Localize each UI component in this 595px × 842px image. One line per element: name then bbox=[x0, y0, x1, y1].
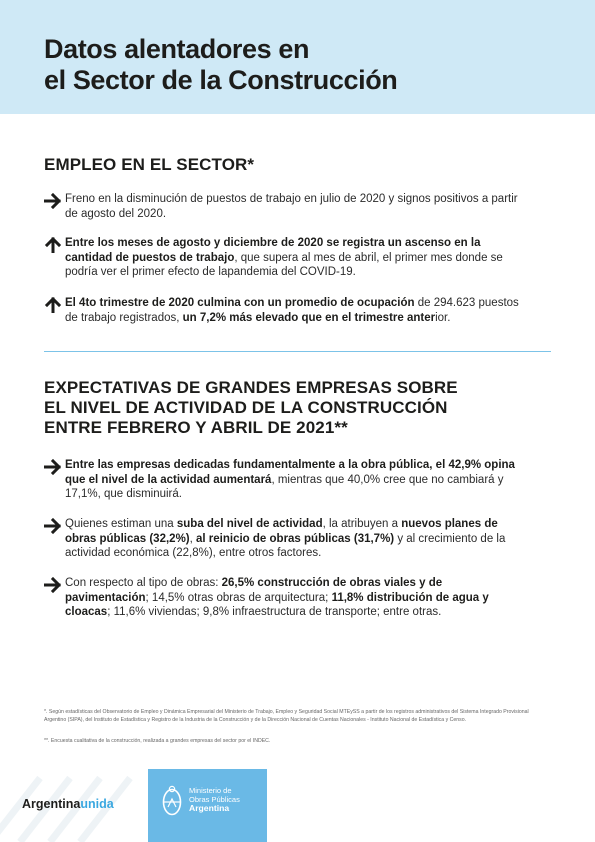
section-divider bbox=[44, 351, 551, 352]
employment-item-1 bbox=[44, 192, 524, 221]
page-title-line-2: el Sector de la Construcción bbox=[44, 65, 398, 95]
ministry-logo-text bbox=[189, 787, 240, 813]
coat-of-arms-icon bbox=[161, 785, 183, 819]
ministry-logo bbox=[148, 769, 267, 842]
arrow-right-icon bbox=[44, 518, 62, 534]
expectations-item-1-text: Entre las empresas dedicadas fundamentalmente a la obra pública, el 42,9% opina que el nivel de la actividad aumentará, mientras que 40,0% cree que no cambiará y 17,1%, que disminuirá. bbox=[65, 459, 515, 500]
page-title bbox=[44, 34, 397, 96]
expectations-item-2 bbox=[44, 517, 524, 561]
ministry-logo-line-3: Argentina bbox=[189, 803, 230, 814]
expectations-item-1 bbox=[44, 458, 524, 502]
argentina-unida-logo-word-1: Argentina bbox=[22, 797, 81, 811]
expectations-item-2-text: Quienes estiman una suba del nivel de actividad, la atribuyen a nuevos planes de obras públicas (32,2%), al reinicio de obras públicas (31,7%) y al crecimiento de la actividad económica (22,8%), entre otros factores. bbox=[65, 518, 506, 559]
section-employment-title: EMPLEO EN EL SECTOR* bbox=[44, 155, 255, 174]
section-expectations-title bbox=[44, 378, 458, 438]
section-expectations-title-line-1: EXPECTATIVAS DE GRANDES EMPRESAS SOBRE bbox=[44, 378, 458, 397]
ministry-logo-line-2: Obras Públicas bbox=[189, 794, 240, 804]
argentina-unida-logo bbox=[22, 797, 114, 811]
arrow-right-icon bbox=[44, 577, 62, 593]
arrow-up-icon bbox=[44, 297, 62, 313]
ministry-logo-line-1: Ministerio de bbox=[189, 786, 232, 795]
employment-item-3 bbox=[44, 296, 524, 325]
arrow-right-icon bbox=[44, 193, 62, 209]
employment-item-2 bbox=[44, 236, 524, 280]
arrow-up-icon bbox=[44, 237, 62, 253]
argentina-unida-logo-word-2: unida bbox=[80, 797, 114, 811]
footnote-2: **. Encuesta cualitativa de la construcción, realizada a grandes empresas del sector por el INDEC. bbox=[44, 738, 271, 744]
section-expectations-title-line-3: ENTRE FEBRERO Y ABRIL DE 2021** bbox=[44, 418, 348, 437]
page-title-line-1: Datos alentadores en bbox=[44, 34, 310, 64]
employment-item-2-text: Entre los meses de agosto y diciembre de 2020 se registra un ascenso en la cantidad de puestos de trabajo, que supera al mes de abril, el primer mes donde se podría ver el primer efecto de lapandemia del COVID-19. bbox=[65, 237, 503, 278]
section-expectations-title-line-2: EL NIVEL DE ACTIVIDAD DE LA CONSTRUCCIÓN bbox=[44, 398, 448, 417]
expectations-item-3 bbox=[44, 576, 524, 620]
footnote-1: *. Según estadísticas del Observatorio de Empleo y Dinámica Empresarial del Ministerio de Trabajo, Empleo y Seguridad Social MTEySS a partir de los registros administrativos del Sistema Integrado Provisional Argentino (SIPA), del Instituto de Estadística y Registro de la Industria de la Construcción y de la Dirección Nacional de Cuentas Nacionales - Instituto Nacional de Estadística y Censo. bbox=[44, 709, 529, 723]
expectations-item-3-text: Con respecto al tipo de obras: 26,5% construcción de obras viales y de pavimentación; 14,5% otras obras de arquitectura; 11,8% distribución de agua y cloacas; 11,6% viviendas; 9,8% infraestructura de transporte; entre otras. bbox=[65, 577, 489, 618]
arrow-right-icon bbox=[44, 459, 62, 475]
employment-item-3-text: El 4to trimestre de 2020 culmina con un promedio de ocupación de 294.623 puestos de trabajo registrados, un 7,2% más elevado que en el trimestre anterior. bbox=[65, 297, 519, 324]
employment-item-1-text: Freno en la disminución de puestos de trabajo en julio de 2020 y signos positivos a partir de agosto del 2020. bbox=[65, 193, 518, 220]
